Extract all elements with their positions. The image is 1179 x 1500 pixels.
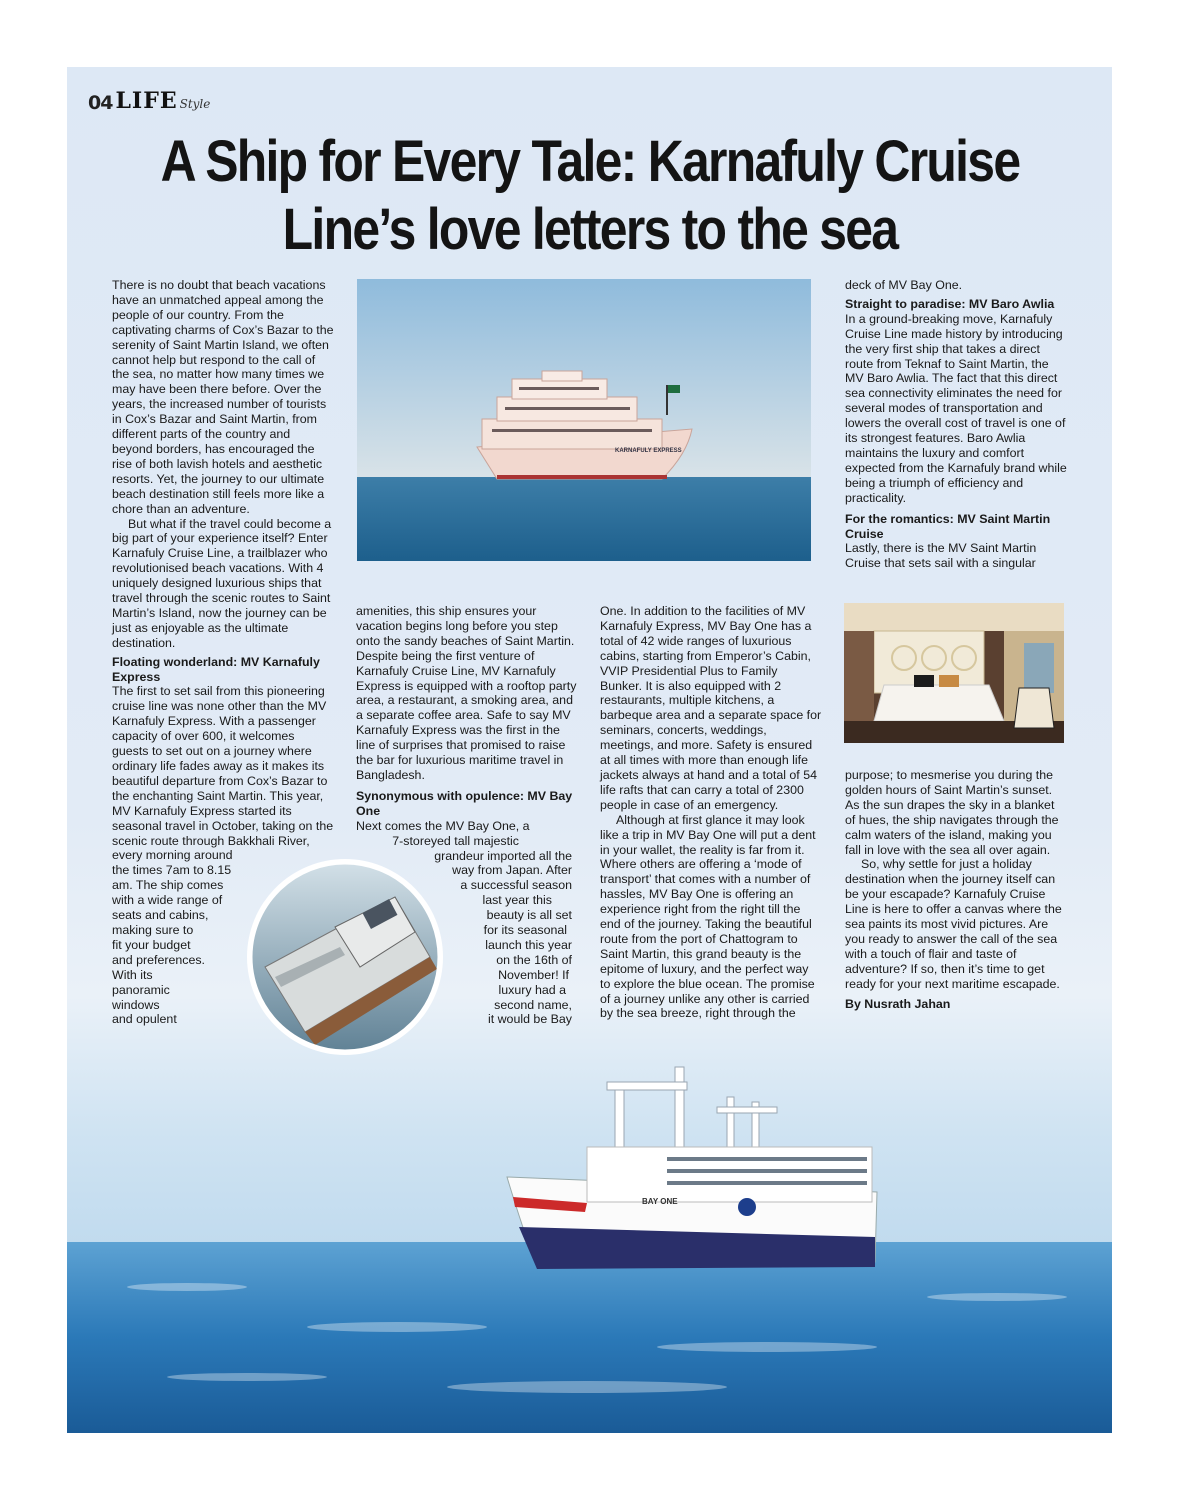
body-paragraph: purpose; to mesmerise you during the golden hours of Saint Martin’s sunset. As the sun drapes the sky in a blanket of hues, the ship navigates through the calm waters of the island, making you fall in love with the sea all over again. (845, 768, 1059, 857)
text-line: the times 7am to 8.15 (112, 863, 232, 878)
text-line: beauty is all set (486, 908, 572, 923)
saint-martin-cabin-photo (844, 603, 1064, 743)
body-paragraph: There is no doubt that beach vacations have an unmatched appeal among the people of our country. From the captivating charms of Cox’s Bazar to the serenity of Saint Martin Island, we often cannot help but respond to the call of the sea, no matter how many times we may have been there before. Over the years, the increased number of tourists in Cox’s Bazar and Saint Martin, from different parts of the country and beyond borders, has encouraged the rise of both lavish hotels and aesthetic resorts. Yet, the journey to our ultimate beach destination still feels more like a chore than an adventure. (112, 278, 334, 516)
wrapped-text-block (112, 863, 242, 1027)
text-line: on the 16th of (496, 952, 572, 967)
article-headline (160, 128, 1020, 264)
article-column-4-top (845, 278, 1067, 571)
karnafuly-hull-name: KARNAFULY EXPRESS (615, 448, 682, 454)
text-line: last year this (482, 893, 552, 908)
bay-one-ship-photo (67, 1027, 1112, 1433)
text-line: it would be Bay (487, 1012, 572, 1027)
article-column-4-bottom (845, 768, 1067, 1012)
wrapped-text-block (356, 834, 578, 1028)
subheading: Straight to paradise: MV Baro Awlia (845, 296, 1055, 311)
author-byline: By Nusrath Jahan (845, 996, 951, 1011)
subheading: Floating wonderland: MV Karnafuly Express (112, 654, 320, 684)
text-line: Next comes the MV Bay One, a (356, 818, 530, 833)
subheading: For the romantics: MV Saint Martin Cruise (845, 511, 1051, 541)
section-logo: LIFE (115, 88, 178, 114)
article-column-2 (356, 604, 578, 1027)
text-line: luxury had a (498, 982, 566, 997)
page-folio (88, 84, 210, 114)
headline-line-2: Line’s love letters to the sea (282, 197, 898, 262)
headline-line-1: A Ship for Every Tale: Karnafuly Cruise (160, 129, 1020, 194)
bay-one-hull-name: BAY ONE (642, 1197, 678, 1206)
text-line: second name, (494, 997, 572, 1012)
text-line: windows (112, 997, 160, 1012)
body-paragraph: The first to set sail from this pioneering cruise line was none other than the MV Karnafuly Express. With a passenger capacity of over 600, it welcomes guests to set out on a journey where ordinary life fades away as it makes its beautiful departure from Cox’s Bazar to the enchanting Saint Martin. This year, MV Karnafuly Express started its seasonal travel in October, taking on the scenic route through Bakkhali River, every morning around (112, 684, 334, 863)
text-line: with a wide range of (112, 893, 223, 908)
body-paragraph: In a ground-breaking move, Karnafuly Cruise Line made history by introducing the very first ship that takes a direct route from Teknaf to Saint Martin, the MV Baro Awlia. The fact that this direct sea connectivity eliminates the need for several modes of transportation and lowers the overall cost of travel is one of its strongest features. Baro Awlia maintains the luxury and comfort expected from the Karnafuly brand while being a triumph of efficiency and practicality. (845, 311, 1067, 505)
article-column-1 (112, 278, 334, 1027)
text-line: panoramic (112, 982, 170, 997)
text-line: fit your budget (112, 937, 191, 952)
body-paragraph: Lastly, there is the MV Saint Martin Cruise that sets sail with a singular (845, 541, 1037, 571)
body-paragraph: So, why settle for just a holiday destination when the journey itself can be your escapade? Karnafuly Cruise Line is here to offer a canvas where the sea paints its most vivid pictures. Are you ready to answer the call of the sea with a touch of flair and taste of adventure? If so, then it’s time to get ready for your next maritime escapade. (845, 857, 1062, 991)
text-line: 7-storeyed tall majestic (392, 833, 519, 848)
karnafuly-express-photo (357, 279, 811, 561)
text-line: and preferences. (112, 952, 205, 967)
body-paragraph: amenities, this ship ensures your vacation begins long before you step onto the sandy beaches of Saint Martin. Despite being the first venture of Karnafuly Cruise Line, MV Karnafuly Express is equipped with a rooftop party area, a restaurant, a smoking area, and a separate coffee area. Safe to say MV Karnafuly Express was the first in the line of surprises that promised to raise the bar for luxurious maritime travel in Bangladesh. (356, 604, 577, 782)
text-line: for its seasonal (483, 923, 567, 938)
body-paragraph: One. In addition to the facilities of MV Karnafuly Express, MV Bay One has a total of 42 wide ranges of luxurious cabins, starting from Emperor’s Cabin, VVIP Presidential Plus to Family Bunker. It is also equipped with 2 restaurants, multiple kitchens, a barbeque area and a separate space for seminars, concerts, weddings, meetings, and more. Safety is ensured at all times with more than enough life jackets always at hand and a total of 54 life rafts that can carry a total of 2300 people in case of an emergency. (600, 604, 822, 812)
body-paragraph: Although at first glance it may look like a trip in MV Bay One will put a dent in your wallet, the reality is far from it. Where others are offering a ‘mode of transport’ that comes with a number of hassles, MV Bay One is offering an experience right from the right till the end of the journey. Taking the beautiful route from the port of Chattogram to Saint Martin, this grand beauty is the epitome of luxury, and the perfect way to explore the blue ocean. The promise of a journey unlike any other is carried by the sea breeze, right through the (600, 812, 816, 1021)
body-paragraph: But what if the travel could become a big part of your experience itself? Enter Karnafuly Cruise Line, a trailblazer who revolutionised beach vacations. With 4 uniquely designed luxurious ships that travel through the scenic routes to Saint Martin’s Island, now the journey can be just as enjoyable as the ultimate destination. (112, 516, 332, 650)
body-paragraph: deck of MV Bay One. (845, 278, 963, 292)
text-line: seats and cabins, (112, 908, 209, 923)
subheading: Synonymous with opulence: MV Bay One (356, 788, 573, 818)
text-line: November! If (498, 967, 569, 982)
text-line: grandeur imported all the (434, 848, 572, 863)
text-line: With its (112, 967, 153, 982)
text-line: launch this year (485, 937, 572, 952)
text-line: way from Japan. After (452, 863, 572, 878)
article-column-3 (600, 604, 822, 1021)
text-line: am. The ship comes (112, 878, 224, 893)
page-number: 04 (88, 92, 113, 114)
text-line: a successful season (460, 878, 572, 893)
section-logo-suffix: Style (179, 97, 211, 111)
text-line: making sure to (112, 922, 194, 937)
text-line: and opulent (112, 1012, 177, 1027)
